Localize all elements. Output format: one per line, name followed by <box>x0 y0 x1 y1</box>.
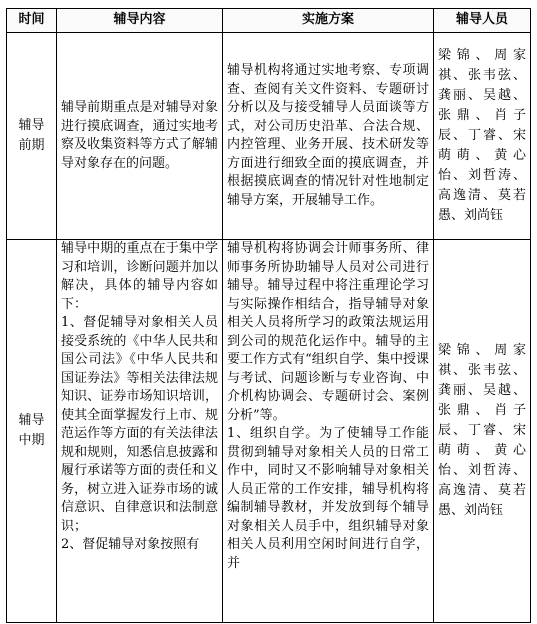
row-time-middle <box>7 240 57 623</box>
row-plan-middle <box>223 240 434 623</box>
row-plan-early: 辅导机构将通过实地考察、专项调查、查阅有关文件资料、专题研讨分析以及与接受辅导人员面谈等方式，对公司历史沿革、合法合规、内控管理、业务开展、技术研发等方面进行细致全面的摸底调查，并根据摸底调查的情况针对性地制定辅导方案，开展辅导工作。 <box>223 33 434 240</box>
table-row <box>7 33 531 240</box>
row-content-early: 辅导前期重点是对辅导对象进行摸底调查，通过实地考察及收集资料等方式了解辅导对象存在的问题。 <box>57 33 223 240</box>
time-label: 辅导 前期 <box>18 118 45 153</box>
header-time: 时间 <box>7 9 57 33</box>
table-row <box>7 240 531 623</box>
header-content: 辅导内容 <box>57 9 223 33</box>
header-plan: 实施方案 <box>223 9 434 33</box>
time-label: 辅导 中期 <box>18 413 45 448</box>
plan-text: 辅导机构将协调会计师事务所、律师事务所协助辅导人员对公司进行辅导。辅导过程中将注重理论学习与实际操作相结合，指导辅导对象相关人员将所学习的政策法规运用到公司的规范化运作中。辅导的主要工作方式有“组织自学、集中授课与考试、问题诊断与专业咨询、中介机构协调会、专题研讨会、案例分析”等。 1、组织自学。为了使辅导工作能贯彻到辅导对象相关人员的日常工作中，同时又不影响辅导对象相关人员正常的工作安排，辅导机构将编制辅导教材，并发放到每个辅导对象相关人员手中，组织辅导对象相关人员利用空闲时间进行自学，并 <box>227 241 429 571</box>
row-people-middle: 梁锦、周家祺、张韦弦、龚丽、吴越、张鼎、肖子辰、丁睿、宋萌萌、黄心怡、刘哲涛、高逸清、莫若愚、刘尚钰 <box>434 240 531 623</box>
tutoring-plan-table <box>6 8 531 623</box>
content-text: 辅导中期的重点在于集中学习和培训，诊断问题并加以解决，具体的辅导内容如下： 1、督促辅导对象相关人员接受系统的《中华人民共和国公司法》《中华人民共和国证券法》等相关法律法规知识、证券市场知识培训，使其全面掌握发行上市、规范运作等方面的有关法律法规和规则，知悉信息披露和履行承诺等方面的责任和义务，树立进入证券市场的诚信意识、自律意识和法制意识； 2、督促辅导对象按照有 <box>61 241 218 552</box>
header-people: 辅导人员 <box>434 9 531 33</box>
row-content-middle <box>57 240 223 623</box>
header-row <box>7 9 531 33</box>
row-people-early: 梁锦、周家祺、张韦弦、龚丽、吴越、张鼎、肖子辰、丁睿、宋萌萌、黄心怡、刘哲涛、高逸清、莫若愚、刘尚钰 <box>434 33 531 240</box>
row-time-early <box>7 33 57 240</box>
